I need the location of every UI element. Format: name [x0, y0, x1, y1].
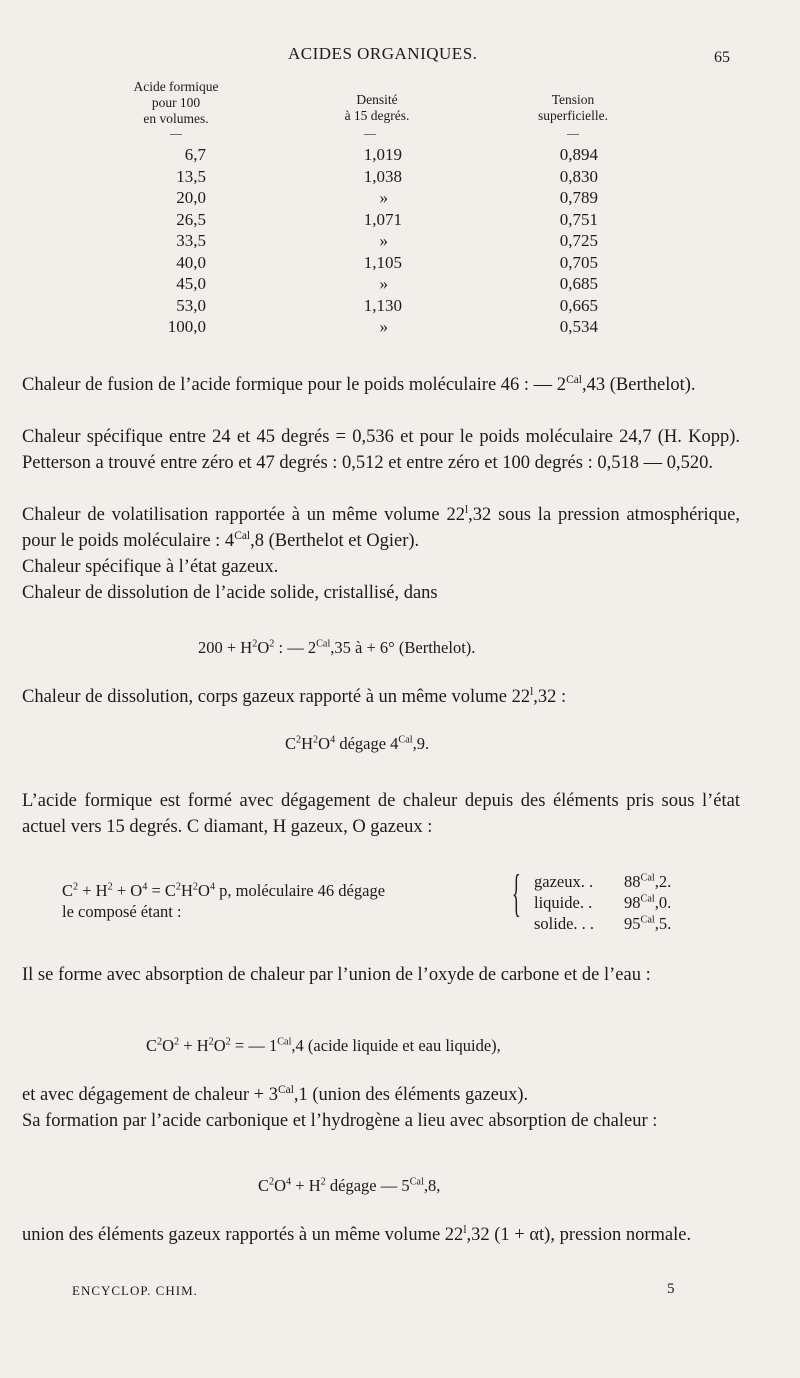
footer-encyclopedie: ENCYCLOP. CHIM. — [72, 1283, 198, 1298]
page-number: 65 — [714, 49, 730, 66]
state-liquide: liquide. . — [534, 893, 593, 912]
state-solide: solide. . . — [534, 914, 595, 933]
equation-formation: $C^2 + H^2 + O^4 = C^2H^2O^4$ p, moléculaire 46 dégage — [62, 881, 386, 900]
acide-value: 13,5 — [176, 166, 206, 186]
value-gazeux: $88^{Cal},2$. — [624, 872, 672, 891]
header-line: Tension — [551, 92, 595, 107]
column-rule: — — [364, 126, 376, 140]
table-header-acide — [116, 79, 236, 127]
acide-value: 33,5 — [176, 231, 206, 250]
brace: { — [512, 865, 521, 922]
paragraph-dissolution-solide: Chaleur de dissolution de l’acide solide, cristallisé, dans — [22, 583, 438, 603]
header-line: à 15 degrés. — [344, 108, 410, 123]
paragraph-forme: L’acide formique est formé avec dégagement de chaleur depuis des éléments pris sous l’état actuel vers 15 degrés. C diamant, H gazeux, O gazeux : — [22, 791, 740, 837]
equation-carbonique: $C^2O^4 + H^2$ dégage — $5^{Cal},8$, — [258, 1176, 441, 1195]
tension-value: 0,665 — [559, 295, 598, 315]
tension-value: 0,894 — [559, 145, 598, 164]
running-title: ACIDES ORGANIQUES. — [288, 44, 478, 63]
column-rule: — — [170, 126, 182, 140]
densite-value: 1,019 — [363, 145, 402, 164]
equation-subtext: le composé étant : — [62, 902, 182, 921]
densite-value: 1,105 — [363, 252, 402, 272]
value-liquide: $98^{Cal},0$. — [624, 893, 672, 912]
paragraph-volatilisation: Chaleur de volatilisation rapportée à un même volume 22$^l$,32 sous la pression atmosphérique, pour le poids moléculaire : $4^{Cal},8$ (Berthelot et Ogier). — [22, 503, 741, 551]
paragraph-specifique: Chaleur spécifique entre 24 et 45 degrés = 0,536 et pour le poids moléculaire 24,7 (H. Kopp). Petterson a trouvé entre zéro et 47 degrés : 0,512 et entre zéro et 100 degrés : 0,518 — 0,520. — [22, 427, 740, 473]
paragraph-absorption: Il se forme avec absorption de chaleur par l’union de l’oxyde de carbone et de l’eau : — [22, 965, 651, 985]
value-solide: $95^{Cal},5$. — [624, 914, 672, 933]
paragraph-gazeux: Chaleur spécifique à l’état gazeux. — [22, 557, 279, 577]
densite-value: » — [379, 188, 388, 207]
header-line: pour 100 — [151, 95, 201, 110]
equation-degage: $C^2H^2O^4$ dégage $4^{Cal},9$. — [285, 734, 430, 753]
acide-value: 40,0 — [176, 252, 206, 272]
tension-value: 0,751 — [559, 209, 598, 229]
paragraph-formation: Sa formation par l’acide carbonique et l’hydrogène a lieu avec absorption de chaleur : — [22, 1111, 658, 1131]
header-line: Densité — [356, 92, 398, 107]
densite-value: » — [379, 317, 388, 336]
state-gazeux: gazeux. . — [534, 872, 594, 891]
densite-value: » — [379, 231, 388, 250]
equation-dissolution: $200 + H^2O^2$ : — $2^{Cal},35$ à + 6° (Berthelot). — [198, 638, 476, 657]
densite-value: 1,071 — [363, 209, 402, 229]
tension-value: 0,705 — [559, 252, 598, 272]
header-line: en volumes. — [143, 111, 209, 126]
footer-signature: 5 — [667, 1281, 675, 1297]
tension-value: 0,789 — [559, 188, 598, 207]
column-rule: — — [567, 126, 579, 140]
densite-value: 1,130 — [363, 295, 402, 315]
paragraph-degagement: et avec dégagement de chaleur + $3^{Cal},1$ (union des éléments gazeux). — [22, 1083, 529, 1105]
paragraph-union: union des éléments gazeux rapportés à un même volume 22$^l$,32 (1 + αt), pression normale. — [22, 1223, 692, 1245]
acide-value: 100,0 — [167, 317, 206, 336]
acide-value: 20,0 — [176, 188, 206, 207]
acide-value: 45,0 — [176, 274, 206, 293]
equation-oxyde: $C^2O^2 + H^2O^2$ = — $1^{Cal},4$ (acide liquide et eau liquide), — [146, 1036, 501, 1055]
acide-value: 26,5 — [176, 209, 206, 229]
densite-value: 1,038 — [363, 166, 402, 186]
table-header-tension — [508, 92, 638, 124]
paragraph-fusion: Chaleur de fusion de l’acide formique pour le poids moléculaire 46 : — $2^{Cal},43$ (Berthelot). — [22, 373, 696, 395]
tension-value: 0,725 — [559, 231, 598, 250]
densite-value: » — [379, 274, 388, 293]
header-line: Acide formique — [133, 79, 219, 94]
header-line: superficielle. — [537, 108, 609, 123]
tension-value: 0,534 — [559, 317, 598, 336]
tension-value: 0,830 — [559, 166, 598, 186]
tension-value: 0,685 — [559, 274, 598, 293]
table-header-densite — [322, 92, 432, 124]
acide-value: 53,0 — [176, 295, 206, 315]
acide-value: 6,7 — [184, 145, 206, 164]
paragraph-dissolution-gaz: Chaleur de dissolution, corps gazeux rapporté à un même volume 22$^l$,32 : — [22, 685, 567, 707]
